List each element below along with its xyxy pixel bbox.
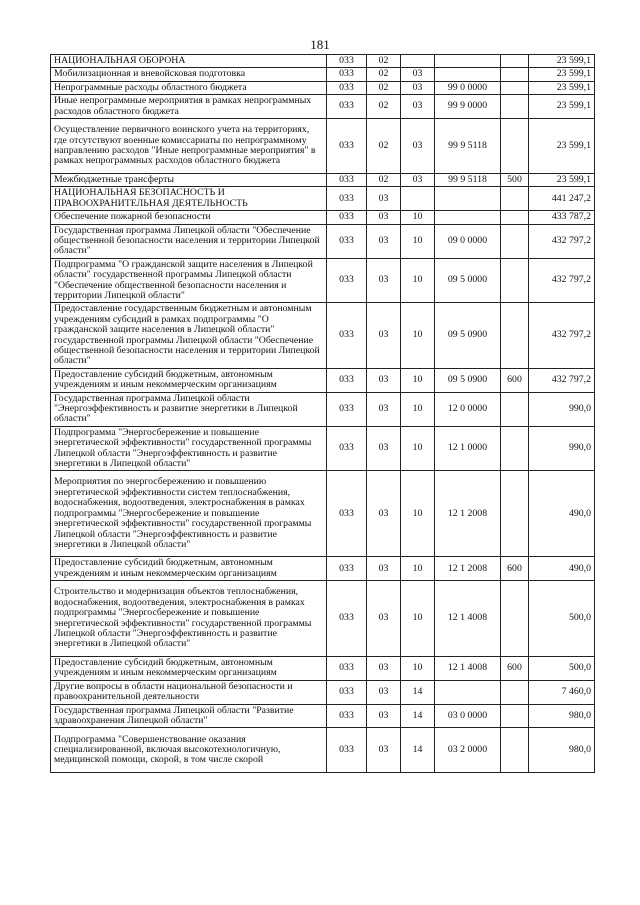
row-name: Иные непрограммные мероприятия в рамках непрограммных расходов областного бюджета <box>51 95 327 119</box>
row-subsection-code: 10 <box>401 258 435 303</box>
row-expense-type <box>501 68 529 81</box>
row-amount: 500,0 <box>529 581 595 657</box>
row-amount: 23 599,1 <box>529 173 595 186</box>
row-amount: 490,0 <box>529 471 595 557</box>
row-name: Мобилизационная и вневойсковая подготовка <box>51 68 327 81</box>
row-subsection-code: 03 <box>401 68 435 81</box>
row-expense-type <box>501 392 529 426</box>
row-expense-type <box>501 224 529 258</box>
row-department-code: 033 <box>327 680 367 704</box>
table-row <box>51 173 595 186</box>
row-name: Межбюджетные трансферты <box>51 173 327 186</box>
row-target-article: 03 2 0000 <box>435 728 501 773</box>
row-expense-type <box>501 704 529 728</box>
row-name: Предоставление субсидий бюджетным, автономным учреждениям и иным некоммерческим организациям <box>51 657 327 681</box>
row-target-article <box>435 680 501 704</box>
budget-table-body <box>51 55 595 773</box>
table-row <box>51 81 595 94</box>
row-amount: 500,0 <box>529 657 595 681</box>
row-expense-type <box>501 258 529 303</box>
row-subsection-code: 10 <box>401 426 435 471</box>
row-department-code: 033 <box>327 392 367 426</box>
row-subsection-code: 03 <box>401 118 435 173</box>
row-name: Предоставление субсидий бюджетным, автономным учреждениям и иным некоммерческим организациям <box>51 557 327 581</box>
row-target-article <box>435 55 501 68</box>
table-row <box>51 392 595 426</box>
row-section-code: 03 <box>367 211 401 224</box>
row-department-code: 033 <box>327 55 367 68</box>
row-subsection-code: 10 <box>401 557 435 581</box>
row-target-article: 12 1 4008 <box>435 581 501 657</box>
row-department-code: 033 <box>327 258 367 303</box>
row-expense-type <box>501 303 529 368</box>
table-row <box>51 728 595 773</box>
row-name: Предоставление государственным бюджетным и автономным учреждениям субсидий в рамках подпрограммы "О гражданской защите населения в Липецкой области" государственной программы Липецкой области "Обеспечение общественной безопасности населения и территории Липецкой области" <box>51 303 327 368</box>
row-target-article: 09 5 0900 <box>435 368 501 392</box>
table-row <box>51 657 595 681</box>
row-section-code: 02 <box>367 118 401 173</box>
table-row <box>51 368 595 392</box>
row-department-code: 033 <box>327 211 367 224</box>
row-department-code: 033 <box>327 81 367 94</box>
row-expense-type <box>501 187 529 211</box>
row-section-code: 02 <box>367 68 401 81</box>
row-section-code: 02 <box>367 55 401 68</box>
row-department-code: 033 <box>327 657 367 681</box>
page-number: 181 <box>310 37 330 52</box>
row-expense-type <box>501 426 529 471</box>
row-amount: 23 599,1 <box>529 118 595 173</box>
row-subsection-code: 03 <box>401 81 435 94</box>
row-name: Непрограммные расходы областного бюджета <box>51 81 327 94</box>
row-amount: 23 599,1 <box>529 95 595 119</box>
row-amount: 980,0 <box>529 704 595 728</box>
table-row <box>51 187 595 211</box>
row-name: Подпрограмма "О гражданской защите населения в Липецкой области" государственной программы Липецкой области "Обеспечение общественной безопасности населения и территории Липецкой области" <box>51 258 327 303</box>
row-amount: 490,0 <box>529 557 595 581</box>
row-subsection-code: 03 <box>401 173 435 186</box>
row-name: Предоставление субсидий бюджетным, автономным учреждениям и иным некоммерческим организациям <box>51 368 327 392</box>
row-department-code: 033 <box>327 471 367 557</box>
row-expense-type <box>501 581 529 657</box>
table-row <box>51 426 595 471</box>
row-amount: 432 797,2 <box>529 258 595 303</box>
row-subsection-code: 14 <box>401 680 435 704</box>
row-subsection-code: 10 <box>401 657 435 681</box>
table-row <box>51 303 595 368</box>
table-row <box>51 471 595 557</box>
row-target-article: 09 5 0900 <box>435 303 501 368</box>
table-row <box>51 704 595 728</box>
table-row <box>51 68 595 81</box>
row-target-article: 12 1 0000 <box>435 426 501 471</box>
row-subsection-code: 10 <box>401 471 435 557</box>
row-section-code: 03 <box>367 704 401 728</box>
row-section-code: 03 <box>367 392 401 426</box>
row-section-code: 03 <box>367 224 401 258</box>
row-amount: 990,0 <box>529 392 595 426</box>
row-target-article <box>435 211 501 224</box>
row-department-code: 033 <box>327 118 367 173</box>
row-target-article: 12 1 2008 <box>435 557 501 581</box>
row-target-article: 09 0 0000 <box>435 224 501 258</box>
table-row <box>51 557 595 581</box>
row-target-article: 99 9 0000 <box>435 95 501 119</box>
row-subsection-code: 14 <box>401 728 435 773</box>
table-row <box>51 680 595 704</box>
row-section-code: 03 <box>367 368 401 392</box>
row-section-code: 03 <box>367 426 401 471</box>
row-amount: 7 460,0 <box>529 680 595 704</box>
row-target-article: 99 0 0000 <box>435 81 501 94</box>
row-department-code: 033 <box>327 303 367 368</box>
row-name: Другие вопросы в области национальной безопасности и правоохранительной деятельности <box>51 680 327 704</box>
row-expense-type: 600 <box>501 657 529 681</box>
row-expense-type <box>501 471 529 557</box>
row-section-code: 02 <box>367 173 401 186</box>
row-section-code: 03 <box>367 187 401 211</box>
table-row <box>51 118 595 173</box>
row-subsection-code <box>401 55 435 68</box>
row-section-code: 03 <box>367 581 401 657</box>
row-expense-type <box>501 118 529 173</box>
row-section-code: 03 <box>367 680 401 704</box>
row-name: Государственная программа Липецкой области "Обеспечение общественной безопасности населения и территории Липецкой области" <box>51 224 327 258</box>
table-row <box>51 581 595 657</box>
row-target-article: 12 0 0000 <box>435 392 501 426</box>
row-name: Мероприятия по энергосбережению и повышению энергетической эффективности систем теплоснабжения, водоснабжения, водоотведения, электроснабжения в рамках подпрограммы "Энергосбережение и повышение энергетической эффективности" государственной программы Липецкой области "Энергоэффективность и развитие энергетики в Липецкой области" <box>51 471 327 557</box>
row-section-code: 02 <box>367 95 401 119</box>
row-department-code: 033 <box>327 187 367 211</box>
row-expense-type <box>501 81 529 94</box>
row-department-code: 033 <box>327 173 367 186</box>
row-expense-type: 600 <box>501 368 529 392</box>
table-row <box>51 258 595 303</box>
row-target-article: 99 9 5118 <box>435 118 501 173</box>
row-department-code: 033 <box>327 368 367 392</box>
row-section-code: 03 <box>367 471 401 557</box>
row-subsection-code: 10 <box>401 368 435 392</box>
row-department-code: 033 <box>327 68 367 81</box>
row-name: Подпрограмма "Совершенствование оказания специализированной, включая высокотехнологичную, медицинской помощи, скорой, в том числе скорой <box>51 728 327 773</box>
row-department-code: 033 <box>327 704 367 728</box>
row-expense-type <box>501 211 529 224</box>
row-subsection-code: 10 <box>401 224 435 258</box>
row-amount: 433 787,2 <box>529 211 595 224</box>
row-amount: 441 247,2 <box>529 187 595 211</box>
row-subsection-code <box>401 187 435 211</box>
row-expense-type <box>501 728 529 773</box>
row-target-article: 03 0 0000 <box>435 704 501 728</box>
row-amount: 432 797,2 <box>529 224 595 258</box>
row-expense-type <box>501 55 529 68</box>
row-amount: 432 797,2 <box>529 368 595 392</box>
row-target-article <box>435 187 501 211</box>
row-name: НАЦИОНАЛЬНАЯ БЕЗОПАСНОСТЬ И ПРАВООХРАНИТЕЛЬНАЯ ДЕЯТЕЛЬНОСТЬ <box>51 187 327 211</box>
row-department-code: 033 <box>327 426 367 471</box>
row-name: НАЦИОНАЛЬНАЯ ОБОРОНА <box>51 55 327 68</box>
row-amount: 23 599,1 <box>529 55 595 68</box>
row-expense-type <box>501 95 529 119</box>
row-expense-type: 500 <box>501 173 529 186</box>
table-row <box>51 55 595 68</box>
row-department-code: 033 <box>327 95 367 119</box>
row-name: Осуществление первичного воинского учета на территориях, где отсутствуют военные комиссариаты по непрограммному направлению расходов "Иные непрограммные мероприятия" в рамках непрограммных расходов областного бюджета <box>51 118 327 173</box>
row-amount: 432 797,2 <box>529 303 595 368</box>
table-row <box>51 224 595 258</box>
row-department-code: 033 <box>327 581 367 657</box>
row-target-article: 12 1 4008 <box>435 657 501 681</box>
row-subsection-code: 10 <box>401 581 435 657</box>
row-section-code: 03 <box>367 258 401 303</box>
row-expense-type <box>501 680 529 704</box>
row-section-code: 03 <box>367 728 401 773</box>
row-amount: 990,0 <box>529 426 595 471</box>
row-name: Подпрограмма "Энергосбережение и повышение энергетической эффективности" государственной программы Липецкой области "Энергоэффективность и развитие энергетики в Липецкой области" <box>51 426 327 471</box>
row-subsection-code: 10 <box>401 392 435 426</box>
row-target-article <box>435 68 501 81</box>
row-expense-type: 600 <box>501 557 529 581</box>
row-name: Обеспечение пожарной безопасности <box>51 211 327 224</box>
row-target-article: 99 9 5118 <box>435 173 501 186</box>
row-name: Государственная программа Липецкой области "Энергоэффективность и развитие энергетики в Липецкой области" <box>51 392 327 426</box>
row-subsection-code: 14 <box>401 704 435 728</box>
row-target-article: 12 1 2008 <box>435 471 501 557</box>
row-department-code: 033 <box>327 557 367 581</box>
row-section-code: 03 <box>367 557 401 581</box>
row-department-code: 033 <box>327 224 367 258</box>
row-target-article: 09 5 0000 <box>435 258 501 303</box>
row-subsection-code: 10 <box>401 303 435 368</box>
row-name: Строительство и модернизация объектов теплоснабжения, водоснабжения, водоотведения, электроснабжения в рамках подпрограммы "Энергосбережение и повышение энергетической эффективности" государственной программы Липецкой области "Энергоэффективность и развитие энергетики в Липецкой области" <box>51 581 327 657</box>
row-section-code: 02 <box>367 81 401 94</box>
row-amount: 23 599,1 <box>529 68 595 81</box>
table-row <box>51 211 595 224</box>
row-amount: 980,0 <box>529 728 595 773</box>
row-amount: 23 599,1 <box>529 81 595 94</box>
row-subsection-code: 03 <box>401 95 435 119</box>
row-department-code: 033 <box>327 728 367 773</box>
table-row <box>51 95 595 119</box>
budget-table <box>50 54 595 773</box>
row-name: Государственная программа Липецкой области "Развитие здравоохранения Липецкой области" <box>51 704 327 728</box>
row-subsection-code: 10 <box>401 211 435 224</box>
row-section-code: 03 <box>367 303 401 368</box>
row-section-code: 03 <box>367 657 401 681</box>
